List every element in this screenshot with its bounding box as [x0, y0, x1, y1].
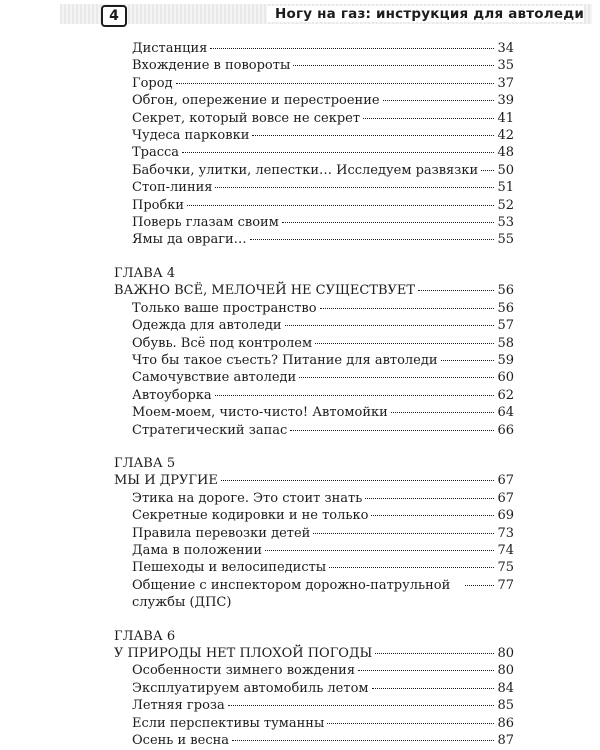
dot-leader — [299, 377, 494, 378]
toc-entry-title: Город — [132, 75, 173, 91]
toc-entry — [114, 179, 514, 196]
dot-leader — [418, 290, 494, 291]
toc-entry — [114, 387, 514, 404]
page-ref: 37 — [497, 75, 514, 91]
toc-entry-title: Дистанция — [132, 41, 208, 56]
dot-leader — [215, 395, 495, 396]
page-ref: 64 — [497, 405, 514, 421]
toc-entry-title: Автоуборка — [132, 387, 212, 403]
toc-entry — [114, 525, 514, 542]
table-of-contents — [114, 40, 514, 749]
page-ref: 74 — [497, 542, 514, 558]
toc-entry-title: Самочувствие автоледи — [132, 370, 297, 386]
toc-entry — [114, 110, 514, 127]
dot-leader — [313, 533, 494, 534]
toc-entry — [114, 662, 514, 679]
dot-leader — [363, 118, 494, 119]
dot-leader — [327, 723, 494, 724]
dot-leader — [293, 65, 494, 66]
toc-entry-title: Пробки — [132, 197, 185, 213]
intro-section — [114, 40, 514, 249]
toc-entry — [114, 75, 514, 92]
section-gap — [114, 439, 514, 455]
toc-entry-title: Чудеса парковки — [132, 128, 250, 144]
dot-leader — [228, 705, 495, 706]
page-ref: 80 — [497, 646, 514, 661]
toc-entry-title: Секрет, который вовсе не секрет — [132, 110, 361, 126]
chapter-title: У ПРИРОДЫ НЕТ ПЛОХОЙ ПОГОДЫ — [114, 646, 373, 661]
toc-entry — [114, 40, 514, 57]
toc-entry — [114, 162, 514, 179]
dot-leader — [441, 360, 495, 361]
toc-entry-title: Вхождение в повороты — [132, 58, 291, 74]
page-ref: 58 — [497, 335, 514, 351]
toc-entry — [114, 92, 514, 109]
toc-entry-title: Эксплуатируем автомобиль летом — [132, 680, 369, 696]
toc-entry — [114, 317, 514, 334]
dot-leader — [187, 205, 494, 206]
page-ref: 51 — [497, 180, 514, 196]
toc-entry-title: Этика на дороге. Это стоит знать — [132, 490, 363, 506]
toc-entry — [114, 335, 514, 352]
toc-entry-title: Правила перевозки детей — [132, 525, 311, 541]
toc-entry — [114, 369, 514, 386]
page-ref: 53 — [497, 215, 514, 231]
toc-entry-title: Обувь. Всё под контролем — [132, 335, 313, 351]
toc-entry-title: Обгон, опережение и перестроение — [132, 93, 380, 109]
book-title: Ногу на газ: инструкция для автоледи — [267, 6, 584, 22]
page-ref: 34 — [497, 41, 514, 56]
toc-entry — [114, 490, 514, 507]
toc-entry-title: Трасса — [132, 145, 180, 161]
dot-leader — [371, 515, 494, 516]
page-ref: 59 — [497, 352, 514, 368]
page-ref: 77 — [497, 577, 514, 593]
dot-leader — [250, 239, 495, 240]
toc-entry — [114, 57, 514, 74]
chapter-title-entry — [114, 645, 514, 662]
toc-entry-title: Осень и весна — [132, 733, 230, 749]
toc-entry-title: Только ваше пространство — [132, 300, 317, 316]
page-ref: 56 — [497, 283, 514, 299]
toc-entry — [114, 577, 514, 612]
dot-leader — [282, 222, 495, 223]
toc-entry — [114, 559, 514, 576]
page-header — [0, 0, 600, 34]
toc-entry — [114, 300, 514, 317]
page-ref: 67 — [497, 473, 514, 489]
dot-leader — [375, 653, 494, 654]
toc-entry — [114, 422, 514, 439]
dot-leader — [465, 585, 494, 586]
toc-entry-title: Дама в положении — [132, 542, 262, 558]
page-ref: 86 — [497, 715, 514, 731]
toc-entry-title: Если перспективы туманны — [132, 715, 325, 731]
page-ref: 39 — [497, 93, 514, 109]
dot-leader — [215, 187, 494, 188]
page-ref: 84 — [497, 680, 514, 696]
chapter-label: ГЛАВА 4 — [114, 265, 176, 281]
page-ref: 41 — [497, 110, 514, 126]
page-ref: 57 — [497, 318, 514, 334]
page-ref: 73 — [497, 525, 514, 541]
toc-entry — [114, 197, 514, 214]
page-ref: 60 — [497, 370, 514, 386]
dot-leader — [265, 550, 494, 551]
dot-leader — [329, 567, 494, 568]
toc-entry — [114, 732, 514, 749]
dot-leader — [315, 343, 494, 344]
section-gap — [114, 249, 514, 265]
toc-entry-title: Бабочки, улитки, лепестки… Исследуем развязки — [132, 162, 479, 178]
chapter-label: ГЛАВА 5 — [114, 455, 176, 471]
dot-leader — [372, 688, 495, 689]
dot-leader — [252, 135, 494, 136]
section-gap — [114, 612, 514, 628]
dot-leader — [285, 325, 495, 326]
toc-entry-title: Моем-моем, чисто-чисто! Автомойки — [132, 405, 388, 421]
page-ref: 87 — [497, 733, 514, 749]
toc-entry — [114, 507, 514, 524]
toc-entry — [114, 697, 514, 714]
toc-entry — [114, 542, 514, 559]
toc-entry — [114, 680, 514, 697]
page-ref: 62 — [497, 387, 514, 403]
chapter-title: ВАЖНО ВСЁ, МЕЛОЧЕЙ НЕ СУЩЕСТВУЕТ — [114, 283, 416, 299]
toc-entry-title: Стратегический запас — [132, 422, 288, 438]
dot-leader — [365, 498, 494, 499]
page-ref: 56 — [497, 300, 514, 316]
dot-leader — [481, 170, 494, 171]
toc-entry — [114, 127, 514, 144]
chapter-title: МЫ И ДРУГИЕ — [114, 473, 218, 489]
toc-entry-title: Что бы такое съесть? Питание для автоледи — [132, 352, 438, 368]
dot-leader — [383, 100, 495, 101]
page-ref: 42 — [497, 128, 514, 144]
page-ref: 50 — [497, 162, 514, 178]
dot-leader — [290, 430, 494, 431]
page-ref: 85 — [497, 698, 514, 714]
page-ref: 67 — [497, 490, 514, 506]
dot-leader — [232, 740, 494, 741]
toc-entry-title: Особенности зимнего вождения — [132, 663, 356, 679]
page-ref: 80 — [497, 663, 514, 679]
dot-leader — [358, 670, 494, 671]
toc-entry-title: Секретные кодировки и не только — [132, 508, 369, 524]
dot-leader — [391, 412, 495, 413]
dot-leader — [176, 83, 495, 84]
chapter-label: ГЛАВА 6 — [114, 628, 176, 644]
dot-leader — [221, 480, 495, 481]
page-ref: 35 — [497, 58, 514, 74]
page-number: 4 — [101, 5, 127, 27]
page-ref: 55 — [497, 232, 514, 248]
toc-entry — [114, 352, 514, 369]
toc-entry-title: Одежда для автоледи — [132, 318, 282, 334]
dot-leader — [210, 48, 494, 49]
toc-entry — [114, 214, 514, 231]
toc-entry-title: Ямы да овраги… — [132, 232, 247, 248]
page-ref: 69 — [497, 508, 514, 524]
toc-entry-title: Летняя гроза — [132, 698, 225, 714]
page-ref: 75 — [497, 560, 514, 576]
toc-entry-title: Пешеходы и велосипедисты — [132, 560, 327, 576]
chapters-section — [114, 249, 514, 750]
page-ref: 52 — [497, 197, 514, 213]
toc-entry — [114, 715, 514, 732]
toc-entry-title: Общение с инспектором дорожно-патрульной службы (ДПС) — [132, 577, 451, 611]
chapter-title-entry — [114, 282, 514, 299]
page-ref: 66 — [497, 422, 514, 438]
toc-entry — [114, 404, 514, 421]
dot-leader — [320, 308, 495, 309]
toc-entry-title: Стоп-линия — [132, 180, 213, 196]
dot-leader — [182, 152, 494, 153]
toc-entry — [114, 144, 514, 161]
page-ref: 48 — [497, 145, 514, 161]
toc-entry — [114, 231, 514, 248]
chapter-title-entry — [114, 472, 514, 489]
toc-entry-title: Поверь глазам своим — [132, 215, 279, 231]
